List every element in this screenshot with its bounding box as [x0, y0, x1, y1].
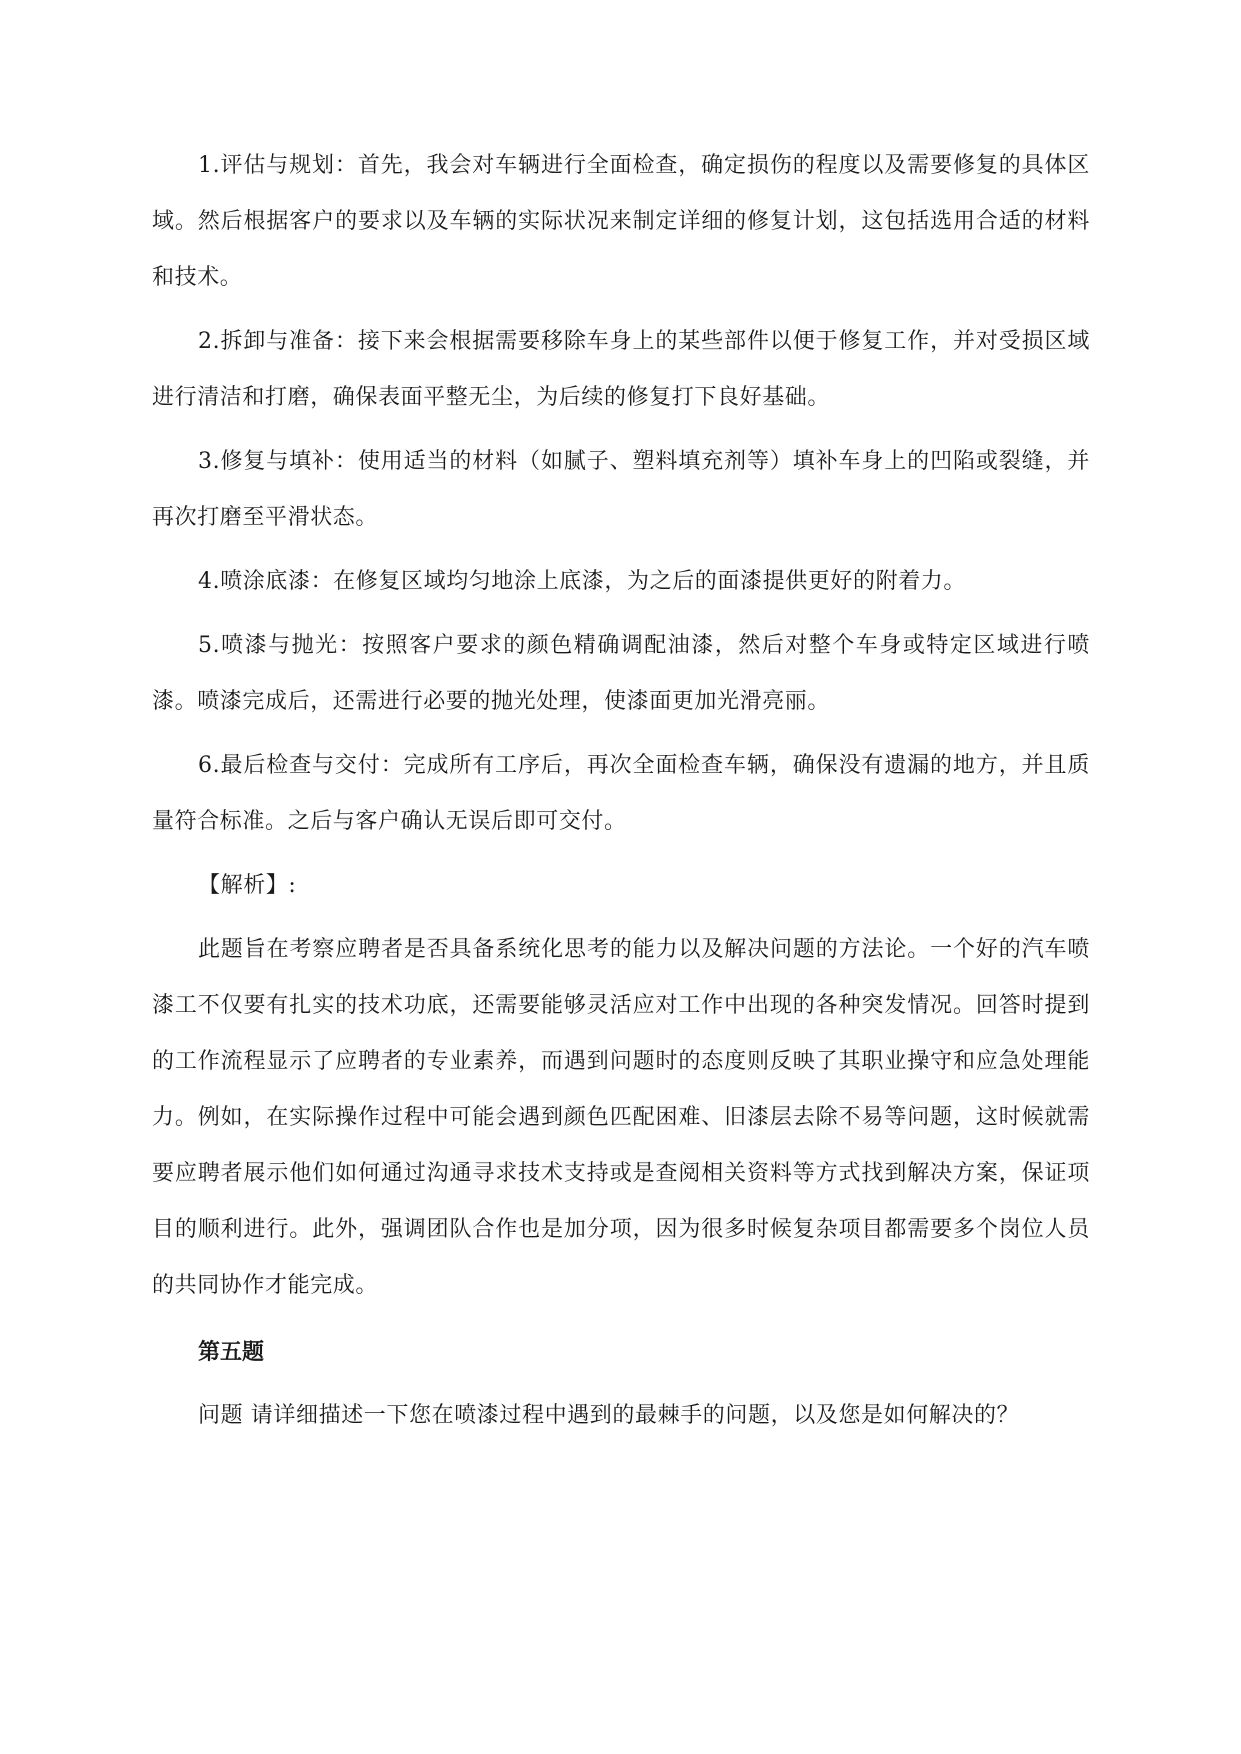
- step-3-text: 使用适当的材料（如腻子、塑料填充剂等）填补车身上的凹陷或裂缝，并再次打磨至平滑状态。: [152, 449, 1091, 530]
- step-3-paragraph: [152, 434, 1090, 546]
- step-2-paragraph: [152, 314, 1090, 426]
- step-3-label: 3.修复与填补：: [198, 449, 358, 474]
- section-title: 第五题: [198, 1339, 265, 1365]
- step-5-label: 5.喷漆与抛光：: [198, 633, 363, 658]
- analysis-text: 此题旨在考察应聘者是否具备系统化思考的能力以及解决问题的方法论。一个好的汽车喷漆工不仅要有扎实的技术功底，还需要能够灵活应对工作中出现的各种突发情况。回答时提到的工作流程显示了应聘者的专业素养，而遇到问题时的态度则反映了其职业操守和应急处理能力。例如，在实际操作过程中可能会遇到颜色匹配困难、旧漆层去除不易等问题，这时候就需要应聘者展示他们如何通过沟通寻求技术支持或是查阅相关资料等方式找到解决方案，保证项目的顺利进行。此外，强调团队合作也是加分项，因为很多时候复杂项目都需要多个岗位人员的共同协作才能完成。: [152, 937, 1090, 1298]
- step-6-text: 完成所有工序后，再次全面检查车辆，确保没有遗漏的地方，并且质量符合标准。之后与客户确认无误后即可交付。: [152, 753, 1090, 834]
- step-5-paragraph: [152, 618, 1090, 730]
- step-5-text: 按照客户要求的颜色精确调配油漆，然后对整个车身或特定区域进行喷漆。喷漆完成后，还需进行必要的抛光处理，使漆面更加光滑亮丽。: [152, 633, 1090, 714]
- question-text: 请详细描述一下您在喷漆过程中遇到的最棘手的问题，以及您是如何解决的？: [250, 1403, 1020, 1428]
- question-label: 问题: [198, 1403, 244, 1428]
- step-1-paragraph: [152, 138, 1090, 306]
- step-2-label: 2.拆卸与准备：: [198, 329, 358, 354]
- step-1-label: 1.评估与规划：: [198, 153, 358, 178]
- step-6-label: 6.最后检查与交付：: [198, 753, 404, 778]
- step-4-paragraph: [152, 554, 1090, 610]
- step-4-label: 4.喷涂底漆：: [198, 569, 334, 594]
- step-4-text: 在修复区域均匀地涂上底漆，为之后的面漆提供更好的附着力。: [333, 569, 967, 594]
- question-paragraph: [152, 1388, 1090, 1444]
- analysis-label: 【解析】:: [198, 873, 297, 898]
- step-6-paragraph: [152, 738, 1090, 850]
- step-2-text: 接下来会根据需要移除车身上的某些部件以便于修复工作，并对受损区域进行清洁和打磨，确保表面平整无尘，为后续的修复打下良好基础。: [152, 329, 1091, 410]
- step-1-text: 首先，我会对车辆进行全面检查，确定损伤的程度以及需要修复的具体区域。然后根据客户的要求以及车辆的实际状况来制定详细的修复计划，这包括选用合适的材料和技术。: [152, 153, 1091, 290]
- document-page: [152, 138, 1090, 1444]
